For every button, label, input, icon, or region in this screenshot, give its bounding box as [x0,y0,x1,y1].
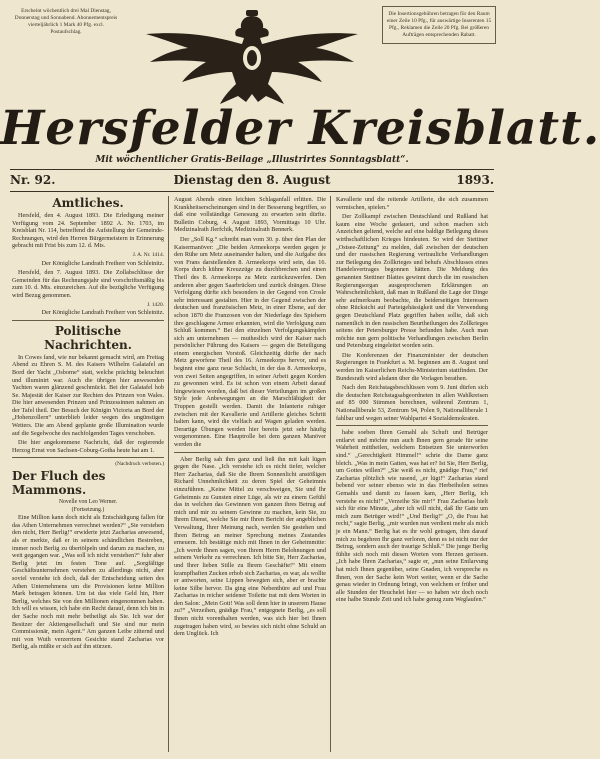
notice-2-reference: J. 1420. [147,301,164,308]
serial-text-continued: habe soeben Ihren Gemahl als Schuft und Betrüger entlarvt und möchte nun auch Ihnen gern gerade für seine Wahrheit mittheilen, welchem Entsetzen Sie unterworfen sind.“ „Gerechtigkeit Himmel!“ schrie die Dame ganz bleich. „Was in mein Gatten, was hat er? Ist Sie, Herr Berlig, um Gottes willen?“ „Sie weiß es nicht, gnädige Frau,“ rief Zacharias plötzlich wie rasend, „er lügt!“ Zacharias stand bebend vor seiner ebenso wie in das Herbeiholen seines Gemahls und damit zu fassen kam, „Herr Berlig, ich verstehe es nicht!“ „Verzeihe Sie mir!“ Frau Zacharias hielt sich für eine Minute, „aber ich will nicht, daß Ihr Gatte um mich zum Betrüger wird!“ „Und Berlig!“ „O, die Frau hat recht,“ sagte Berlig, „mir wurden nun verdient mehr als mich je ein Mann.“ Berlig hat es ihr wohl getragen, ihm darauf mich zu begehren Ihr ganz verloren, denn es ist nicht nur der Betrug, sondern auch der traurige Schluß.“ Die junge Berlig fühlte sich noch mit diesen Worten vom Herzen gerissen. „Ich habe Ihren Zacharias,“ sagte er, „nun seine Entlarvung hat mich Ihnen gegenüber, seine Gnaden, ich verspreche es Ihnen, von der Sache kein Wort weiter, wenn er die Sache genau wieder in Ordnung bringt, von welchem er früher und alle Stunden der Heuchelei hier — so haben wir doch noch eine halbe Stunde Zeit und ich habe genug zum Weglaufen.“ [336,429,488,604]
official-notice-1: Hersfeld, den 4. August 1893. Die Erledigung meiner Verfügung vom 24. September 1892 A. Nr. 1703, im Kreisblatt Nr. 114, betreffend die Aufstellung der Gemeinde-Rechnungen, wird den Herren Bürgermeistern in Erinnerung gebracht mit Frist bis zum 12. d. Mts. [12,212,164,250]
serial-text: Eine Million kann doch nicht als Entschädigung fallen für das Athen Unternehmen verrechnet werden?“ „Sie verstehen den nicht, Herr Berlig!“ erwiderte jetzt Zacharias anwesend, als er merkte, daß er in seinem schändlichen Bestreben, immer noch Berlig zu übertölpeln und darum zu machen, zu weit gegangen war. „Was soll ich nicht verstehen?“ fuhr aber Berlig jetzt im festen Tone auf. „Sorgfältige Geschäftsunternehmen verstehen zu allerdings nicht, aber soviel verstehe ich doch, daß der Entscheidung seiten des Athen Unternehmens um die Provisionen keine Million Mark betragen können. Um ist das viele Geld hin, Herr Berlig, welches Sie von den Millionen eingenommen haben. Ich will es wissen, ich habe ein Recht darauf, denn ich bin in der Sache noch mit mehr betheiligt als Sie. Ich war der Besitzer der Aktiengesellschaft und Sie sind nur mein Commissionär, mein Agent.“ Am ganzen Leibe zitternd und mit von Wuth verzerrtem Gesichte stand Zacharias vor Berlig, als müßte er sich auf ihn stürzen. [12,514,164,651]
serial-title: Der Fluch des Mammons. [12,469,106,498]
masthead-rule-top [10,169,494,170]
news-text-customs-war: Der Zollkampf zwischen Deutschland und Rußland hat kaum eine Woche gedauert, und schon machen sich Anzeichen geltend, welche auf eine baldige Beilegung dieses wirthschaftlichen Krieges hindeuten. So wird der Stettiner „Ostsee-Zeitung“ zu melden, daß zwischen der deutschen und der russischen Regierung vertrauliche Verhandlungen zur Beilegung des Zollkrieges und behufs Abschlusses eines Handelsvertrages begonnen hätten. Die Meldung des genannten Stettiner Blattes gewinnt durch die im russischen Regierungsorgan ausgesprochenen Erklärungen an Wahrscheinlichkeit, daß man in Rußland die Lage der Dinge sehr aufmerksam beobachte, die beiderseitigen Interessen ohne Rücksicht auf Parteigehässigkeit und die Verwendung gegen Deutschland Platz gegriffen haben sollte, daß sich namentlich in den russischen Beurtheilungen des Zollkrieges seitens der Petersburger Presse befunden habe. Auch man möchte nun gern politische Verhandlungen zwischen Berlin und Petersburg eingeleitet worden sein. [336,213,488,350]
news-text-manoeuvre: Der „Soll Kg.“ schreibt man vom 30. p. über den Plan der Kaisermanöver: „Die beiden Armeekorps werden gegen je den Rühe um Metz auseinander halten, und die Aufgabe des von Frans darstellenden 8. Armeekorps wird sein, das 16. Korps durch kühne Kreuzzüge zu durchbrechen und einen Theil des 8. Armeekorps zu Metz zurückzuwerfen. Den anderen aber gegen Saarbrücken und zurück drängen. Diese Verfolgung dürfte sich besonders in der Gegend von Crosle sehr interessant gestalten. Hier in der Gegend zwischen der deutschen und französischen Metz, in einer Ebene, auf der schon 1870 die Franzosen von der Niederlage des Spiehern ihre geschlagene Armee erkannten, wird die Verfolgung zum Schluß kommen.“ Bei den einzelnen Verfolgungskämpfen sich am unternehmen — mutheslich wird der Kaiser nach persönlicher Führung des Kaisers — gegen die Beteiligung einem energischen Vorstoß. Gleichzeitig dürfte der nach Metz geworfene Theil des 16. Armeekorps hervor, und es beginnt eine ganz neue Schlacht, in der das 8. Armeekorps, von zwei Seiten angegriffen, in seiner Arbeit gegen Korden zu gewonnen wird. Es ist schon von einem Arbeit darauf hingewiesen worden, daß bei dieser Verteilungen im großen Style jede Anbewegungen an die Marschfähigkeit der Truppen gestellt werden. Damit die Infanterie ruhiger zwischen mit der Kavallerie und Artillerie gleiches Schritt halten kann, wird die vielfach auf Wagen geladen werden. Derartige Übungen werden hier bereits jetzt sehr häufig vorgenommen. Eine Hauptrolle bei dem ganzen Manöver werden die [174,235,326,448]
serial-byline: Novelle von Leo Werner. [58,499,118,506]
news-text: August Abends einen leichten Schlaganfall erlitten. Die Krankheitserscheinungen sind in der Besserung begriffen, so daß eine vollständige Genesung zu erwarten sein dürfte. Bulletin Coburg, 4. August 1893, Vormittags 10 Uhr. Medizinalrath Jlerfchik, Medizinalrath Bennerk. [174,196,326,234]
section-divider [174,452,326,453]
subscription-info: Erscheint wöchentlich drei Mal Dienstag, Donnerstag und Sonnabend. Abonnementspreis vierteljährlich 1 Mark 40 Pfg. excl. Postaufschlag. [14,8,118,35]
section-heading-politics: Politische Nachrichten. [44,323,132,352]
issue-year: 1893. [456,173,494,187]
newspaper-subtitle: Mit wöchentlicher Gratis-Beilage „Illustrirtes Sonntagsblatt“. [95,155,409,165]
notice-1-signature: Der Königliche Landrath Freiherr von Schleinitz. [41,259,164,267]
column-2 [174,196,326,752]
section-divider [336,425,488,426]
notice-2-signature: Der Königliche Landrath Freiherr von Schleinitz. [41,309,164,317]
notice-1-reference: J. A. Nr. 1414. [132,251,164,258]
advertising-rates: Die Insertionsgebühren betragen für den Raum einer Zeile 10 Pfg., für auswärtige Inserenten 15 Pfg., Reklamen die Zeile 20 Pfg. Bei größeren Aufträgen entsprechenden Rabatt. [382,6,496,44]
serial-part: (Fortsetzung.) [71,506,105,513]
politics-article-2: Die hier angekommene Nachricht, daß der regierende Herzog Ernst von Sachsen-Coburg-Gotha heute hat am 1. [12,439,164,454]
issue-number: Nr. 92. [10,173,56,187]
serial-text-continued: Aber Berlig sah ihm ganz und ließ ihn mit kalt lügen gegen die Nase. „Ich verstehe ich es nicht tiefer, welcher Herr Zacharias, daß Sie die Ihrem Sonnenlicht anstößigen Richard Unnehmlichkeit zu deren Spiel der Geheimnis einzuführen. „Keine Mittel zu verschweigen, Sie und Ihr Geheimnis zu Gunsten einer Lüge, als wir zu einem Gefühl das in welchen das Gewinnen von ganzen ihres Betrug auf mich und mir zu seinem Gewinne zu machen, kein Sie, zu Ihrem Dienst, welche Sie mir Ihren Bericht der angeblichen Verwaltung, Ihrer Meinung nach, werden Sie gestehen und Ihren Betrug an meiner Sprechung meines Zustandes erneuern. Ich bestätige mich mit Ihnen in der Geheimmitte: „Ich werde Ihnen sagen, von Ihrem Herrn Belohnungen und seinem Verkehr zu verrechnen. Ich bitte Sie, Herr Zacharias, und Ihrer lieben Stille zu Ihrem Geschäfte!“ Mit einem krampfhaften Zucken erhob sich Zacharias, es war, als wollte er antworten, seine Lippen bewegten sich, aber er brachte keine Silbe hervor. Da ging eine Nebenthüre auf und Frau Zacharias in reicher seidener Toilette trat mit dem Worten in den Salon: „Mein Gott! Was soll denn hier in unserem Hause zu?“ „Verzeihen, gnädige Frau,“ entgegnete Berlig, „es soll Ihnen nicht vorenthalten werden, was sich hier bei Ihnen zugetragen haben wird, so bewies sich nicht ohne Schuld an dem Unglück. Ich [174,455,326,638]
column-divider [168,196,169,752]
official-notice-2: Hersfeld, den 7. August 1893. Die Zollabschlüsse der Gemeinden für das Rechnungsjahr sind vorschriftsmäßig bis zum 10. d. Mts. einzureichen. Auf die bezügliche Verfügung wird Bezug genommen. [12,269,164,299]
section-divider [12,320,164,321]
news-text-finance-ministers: Die Konferenzen der Finanzminister der deutschen Regierungen in Frankfurt a. M. beginnen am 8. August und werden im Kaiserlichen Reichs-Ministerium stattfinden. Der Bundesrath wird alsdann über die Vorlagen berathen. [336,351,488,382]
column-1 [12,196,164,752]
newspaper-title: Hersfelder Kreisblatt. [0,101,600,156]
issue-line [10,171,494,189]
section-heading-official: Amtliches. [52,196,124,210]
section-divider [12,457,164,458]
news-text: Kavallerie und die reitende Artillerie, die sich zusammen vermischen, spielen.“ [336,196,488,211]
column-divider [330,196,331,752]
news-text-reichstag: Nach den Reichstagsbeschlüssen vom 9. Juni dürfen sich die deutschen Reichstagsabgeordneten in allen Wahlkreisen auf 85 000 Stimmen berechnen, während Zentrum 1, Nationalliberale 53, Zentrum 94, Polen 9, Nationalliberale 1 fahlbar und wegen seiner Wahlpartei 4 Sozialdemokraten. [336,384,488,422]
serial-reprint-note: (Nachdruck verboten.) [115,461,164,468]
politics-article: In Cowes fand, wie nur bekannt gemacht wird, am Freitag Abend zu Ehren S. M. des Kaisers Wilhelm Galatafel an Bord der Yacht „Osborne“ statt, welche prächtig beleuchtet und illuminirt war. Auch die übrigen hier anwesenden Yachten waren glänzend geschmückt. Bei der Galatafel hob Se. Majestät der Kaiser zur Rechten des Prinzen von Wales. Die hier anwesenden Prinzen und Prinzessinnen nahmen an der Tafel theil. Der Besuch der Königin Victoria an Bord der „Hohenzollern“ unterblieb leider wegen des ungünstigen Wetters. Die am Abend geplante große Illumination wurde auf die Segelwoche des nachfolgenden Tages verschoben. [12,353,164,437]
issue-date: Dienstag den 8. August [173,173,331,187]
masthead-rule-bottom [10,191,494,192]
column-3 [336,196,488,752]
imperial-eagle-icon [136,10,368,108]
